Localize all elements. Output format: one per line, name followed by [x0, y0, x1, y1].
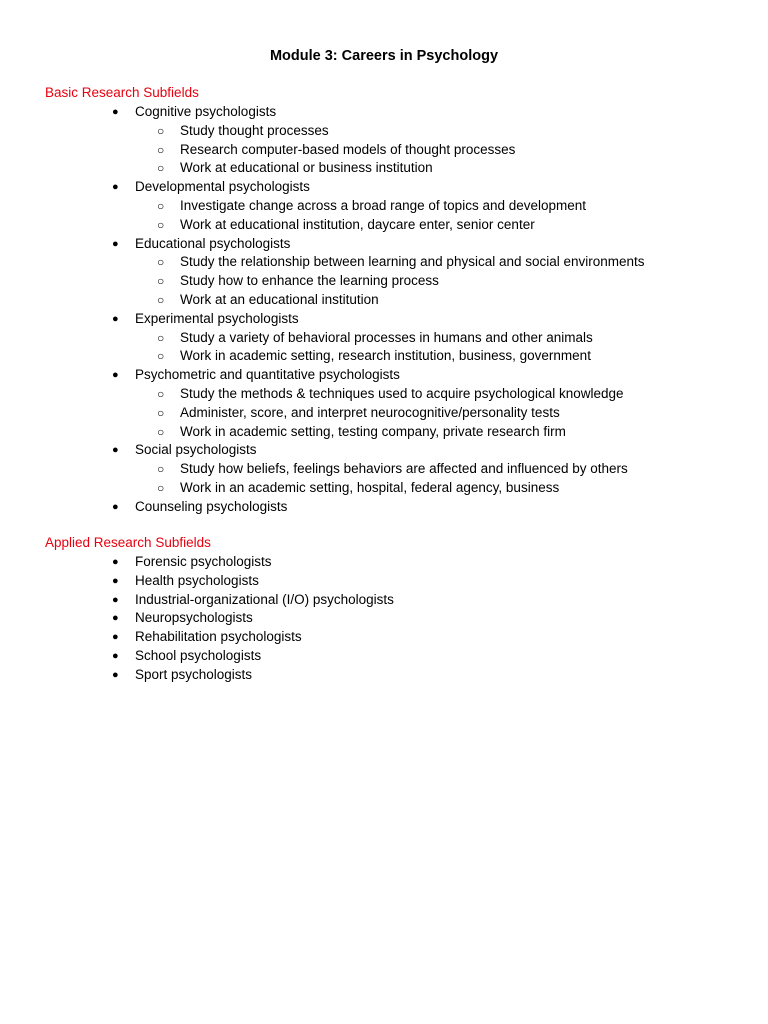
list-item-label: Forensic psychologists — [135, 554, 272, 569]
sub-list — [135, 253, 645, 309]
sub-list-item-label: Work in academic setting, research institution, business, government — [180, 348, 591, 364]
bullet-icon: ● — [112, 500, 119, 513]
list-item — [0, 591, 394, 610]
list-item — [0, 310, 645, 366]
sub-list-item-label: Study how beliefs, feelings behaviors are affected and influenced by others — [180, 461, 628, 477]
bullet-icon: ● — [112, 106, 119, 118]
list-item-label: Experimental psychologists — [135, 310, 299, 326]
list-item — [0, 553, 394, 572]
sub-list-item-label: Work at an educational institution — [180, 291, 379, 307]
list-item-label: Neuropsychologists — [135, 610, 253, 626]
sub-list — [135, 197, 645, 235]
sub-bullet-icon: ○ — [157, 330, 165, 345]
list-item — [0, 609, 394, 628]
sub-list-item-label: Study a variety of behavioral processes in humans and other animals — [180, 329, 593, 345]
sub-list-item-label: Work at educational institution, daycare enter, senior center — [180, 216, 535, 232]
list-item-label: Social psychologists — [135, 442, 257, 458]
list-item-label: Health psychologists — [135, 572, 259, 588]
list-item-label: Counseling psychologists — [135, 498, 288, 514]
sub-list-item — [135, 253, 645, 272]
applied-research-heading: Applied Research Subfields — [45, 535, 211, 550]
sub-list-item — [135, 197, 645, 216]
list-item — [0, 235, 645, 310]
sub-list-item — [135, 122, 645, 141]
applied-research-list — [0, 553, 394, 685]
bullet-icon: ● — [112, 237, 119, 250]
list-item — [0, 572, 394, 591]
sub-list-item — [135, 385, 645, 404]
sub-bullet-icon: ○ — [157, 274, 165, 289]
sub-list-item-label: Work at educational or business institution — [180, 160, 433, 176]
sub-list-item — [135, 216, 645, 235]
sub-list-item — [135, 460, 645, 479]
sub-list-item-label: Investigate change across a broad range of topics and development — [180, 197, 587, 213]
list-item-label: Sport psychologists — [135, 666, 253, 682]
sub-list-item-label: Study the relationship between learning and physical and social environments — [180, 254, 645, 270]
sub-bullet-icon: ○ — [157, 462, 165, 477]
sub-bullet-icon: ○ — [157, 142, 165, 157]
bullet-icon: ● — [112, 556, 119, 568]
sub-list-item-label: Research computer-based models of thought processes — [180, 141, 516, 157]
bullet-icon: ● — [112, 181, 119, 194]
sub-list-item — [135, 347, 645, 366]
sub-bullet-icon: ○ — [157, 405, 165, 420]
sub-list-item — [135, 141, 645, 160]
list-item — [0, 103, 645, 178]
sub-bullet-icon: ○ — [157, 198, 165, 213]
list-item — [0, 366, 645, 441]
sub-bullet-icon: ○ — [157, 217, 165, 232]
list-item-label: Psychometric and quantitative psychologists — [135, 367, 400, 383]
sub-bullet-icon: ○ — [157, 349, 165, 364]
sub-bullet-icon: ○ — [157, 255, 165, 270]
bullet-icon: ● — [112, 312, 119, 325]
list-item — [0, 666, 394, 685]
sub-list — [135, 329, 645, 367]
list-item — [0, 441, 645, 497]
sub-list-item-label: Administer, score, and interpret neurocognitive/personality tests — [180, 404, 560, 420]
sub-list-item-label: Study how to enhance the learning process — [180, 273, 439, 289]
sub-bullet-icon: ○ — [157, 480, 165, 495]
sub-list — [135, 460, 645, 498]
sub-list-item-label: Study thought processes — [180, 122, 329, 138]
list-item-label: Rehabilitation psychologists — [135, 629, 302, 645]
sub-list-item-label: Study the methods & techniques used to acquire psychological knowledge — [180, 385, 624, 401]
page-title: Module 3: Careers in Psychology — [269, 48, 499, 64]
list-item — [0, 628, 394, 647]
sub-list-item — [135, 272, 645, 291]
basic-research-list — [0, 103, 645, 517]
sub-list-item — [135, 329, 645, 348]
sub-bullet-icon: ○ — [157, 161, 165, 176]
sub-bullet-icon: ○ — [157, 123, 165, 138]
sub-list-item — [135, 479, 645, 498]
sub-list-item — [135, 404, 645, 423]
bullet-icon: ● — [112, 593, 119, 606]
sub-list — [135, 385, 645, 441]
list-item-label: Industrial-organizational (I/O) psychologists — [135, 591, 394, 607]
list-item-label: School psychologists — [135, 647, 262, 663]
sub-list — [135, 122, 645, 178]
basic-research-heading: Basic Research Subfields — [45, 85, 199, 100]
list-item-label: Educational psychologists — [135, 235, 291, 251]
list-item — [0, 178, 645, 234]
bullet-icon: ● — [112, 369, 119, 382]
list-item — [0, 647, 394, 666]
sub-list-item — [135, 423, 645, 442]
sub-list-item — [135, 159, 645, 178]
sub-bullet-icon: ○ — [157, 424, 165, 439]
bullet-icon: ● — [112, 612, 119, 625]
list-item — [0, 498, 645, 517]
bullet-icon: ● — [112, 631, 119, 644]
sub-list-item-label: Work in academic setting, testing company, private research firm — [180, 423, 566, 439]
list-item-label: Developmental psychologists — [135, 179, 310, 195]
bullet-icon: ● — [112, 668, 119, 681]
sub-bullet-icon: ○ — [157, 292, 165, 307]
list-item-label: Cognitive psychologists — [135, 104, 277, 119]
sub-bullet-icon: ○ — [157, 386, 165, 401]
sub-list-item — [135, 291, 645, 310]
bullet-icon: ● — [112, 444, 119, 457]
bullet-icon: ● — [112, 649, 119, 662]
sub-list-item-label: Work in an academic setting, hospital, federal agency, business — [180, 479, 560, 495]
bullet-icon: ● — [112, 574, 119, 587]
